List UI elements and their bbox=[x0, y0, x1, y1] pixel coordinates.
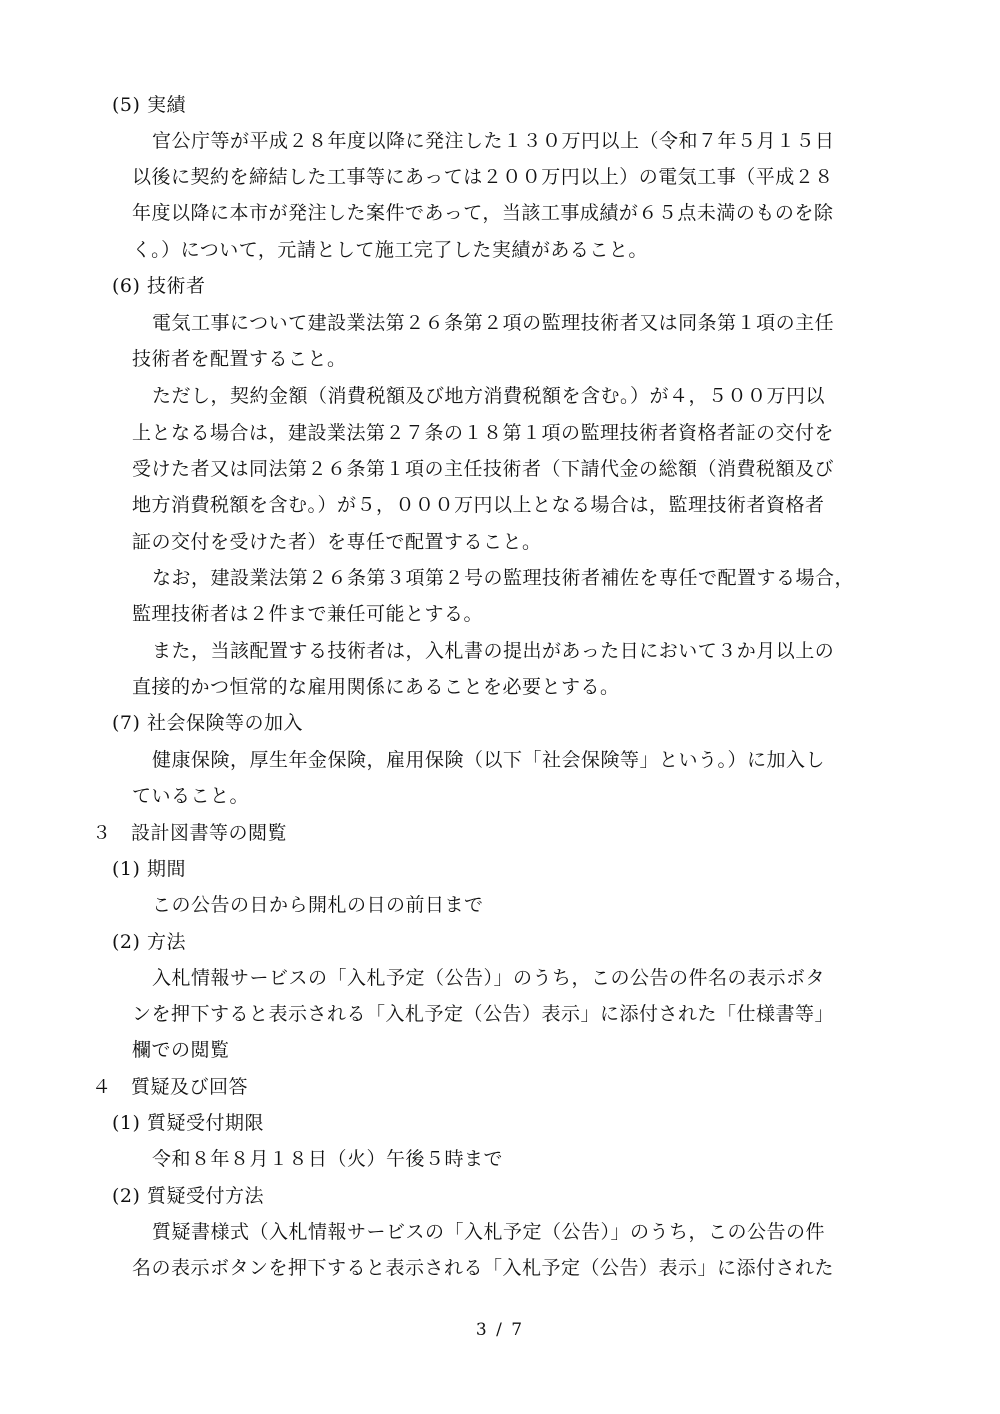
subheading-6: (6) 技術者 bbox=[112, 275, 206, 297]
paragraph-line: く。）について，元請として施工完了した実績があること。 bbox=[132, 239, 648, 261]
section-heading-3: ３ 設計図書等の閲覧 bbox=[92, 822, 288, 844]
subheading-7: (7) 社会保険等の加入 bbox=[112, 712, 303, 734]
subheading-5: (5) 実績 bbox=[112, 94, 186, 116]
paragraph-line: 官公庁等が平成２８年度以降に発注した１３０万円以上（令和７年５月１５日 bbox=[152, 130, 835, 152]
subheading-2: (2) 方法 bbox=[112, 931, 186, 953]
paragraph-line: 年度以降に本市が発注した案件であって，当該工事成績が６５点未満のものを除 bbox=[132, 202, 834, 224]
paragraph-line: この公告の日から開札の日の前日まで bbox=[152, 894, 484, 916]
subheading-1: (1) 期間 bbox=[112, 858, 186, 880]
paragraph-line: ただし，契約金額（消費税額及び地方消費税額を含む。）が４，５００万円以 bbox=[152, 385, 826, 407]
paragraph-line: 監理技術者は２件まで兼任可能とする。 bbox=[132, 603, 484, 625]
paragraph-line: 入札情報サービスの「入札予定（公告）」のうち，この公告の件名の表示ボタ bbox=[152, 967, 826, 989]
paragraph-line: ていること。 bbox=[132, 785, 250, 807]
paragraph-line: なお，建設業法第２６条第３項第２号の監理技術者補佐を専任で配置する場合， bbox=[152, 567, 855, 589]
paragraph-line: 受けた者又は同法第２６条第１項の主任技術者（下請代金の総額（消費税額及び bbox=[132, 458, 835, 480]
paragraph-line: また，当該配置する技術者は，入札書の提出があった日において３か月以上の bbox=[152, 640, 835, 662]
paragraph-line: 名の表示ボタンを押下すると表示される「入札予定（公告）表示」に添付された bbox=[132, 1257, 835, 1279]
subheading-2: (2) 質疑受付方法 bbox=[112, 1185, 264, 1207]
paragraph-line: 健康保険，厚生年金保険，雇用保険（以下「社会保険等」という。）に加入し bbox=[152, 749, 826, 771]
paragraph-line: 直接的かつ恒常的な雇用関係にあることを必要とする。 bbox=[132, 676, 620, 698]
paragraph-line: 上となる場合は，建設業法第２７条の１８第１項の監理技術者資格者証の交付を bbox=[132, 422, 835, 444]
paragraph-line: 欄での閲覧 bbox=[132, 1039, 230, 1061]
page-number: 3 / 7 bbox=[475, 1320, 525, 1340]
paragraph-line: 電気工事について建設業法第２６条第２項の監理技術者又は同条第１項の主任 bbox=[152, 312, 835, 334]
paragraph-line: 以後に契約を締結した工事等にあっては２００万円以上）の電気工事（平成２８ bbox=[132, 166, 834, 188]
paragraph-line: 地方消費税額を含む。）が５，０００万円以上となる場合は，監理技術者資格者 bbox=[132, 494, 825, 516]
subheading-1: (1) 質疑受付期限 bbox=[112, 1112, 264, 1134]
paragraph-line: ンを押下すると表示される「入札予定（公告）表示」に添付された「仕様書等」 bbox=[132, 1003, 835, 1025]
paragraph-line: 技術者を配置すること。 bbox=[132, 348, 347, 370]
paragraph-line: 証の交付を受けた者）を専任で配置すること。 bbox=[132, 531, 542, 553]
section-heading-4: ４ 質疑及び回答 bbox=[92, 1076, 249, 1098]
paragraph-line: 令和８年８月１８日（火）午後５時まで bbox=[152, 1148, 504, 1170]
paragraph-line: 質疑書様式（入札情報サービスの「入札予定（公告）」のうち，この公告の件 bbox=[152, 1221, 826, 1243]
